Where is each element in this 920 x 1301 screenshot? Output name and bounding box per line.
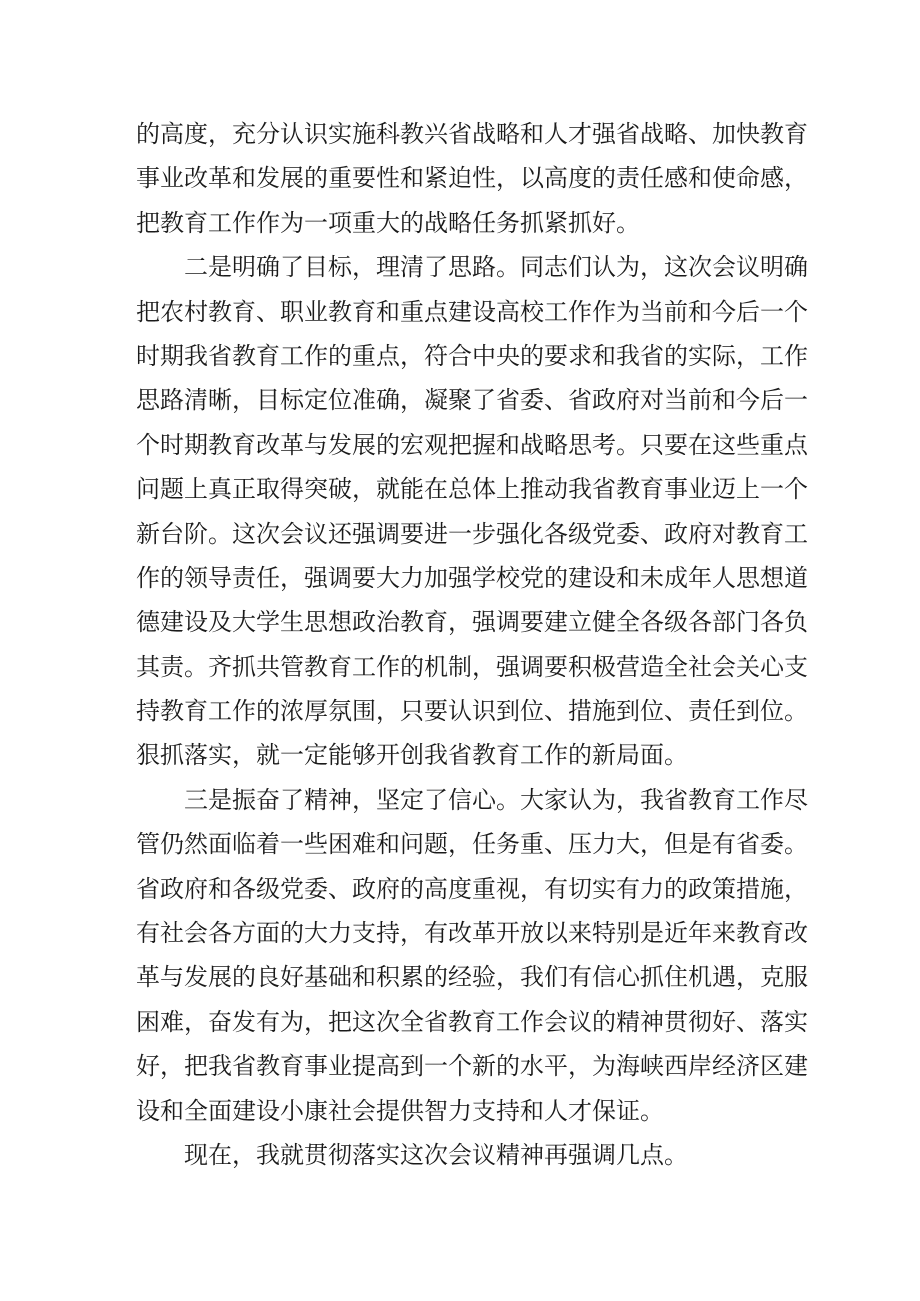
text-line: 三是振奋了精神，坚定了信心。大家认为，我省教育工作尽 xyxy=(184,785,808,814)
text-line: 省政府和各级党委、政府的高度重视，有切实有力的政策措施， xyxy=(136,874,808,903)
text-line: 把农村教育、职业教育和重点建设高校工作作为当前和今后一个 xyxy=(136,297,808,326)
text-line: 时期我省教育工作的重点，符合中央的要求和我省的实际，工作 xyxy=(136,341,808,370)
text-line: 好，把我省教育事业提高到一个新的水平，为海峡西岸经济区建 xyxy=(136,1052,808,1081)
text-line: 问题上真正取得突破，就能在总体上推动我省教育事业迈上一个 xyxy=(136,475,808,504)
text-line: 思路清晰，目标定位准确，凝聚了省委、省政府对当前和今后一 xyxy=(136,386,808,415)
text-line: 新台阶。这次会议还强调要进一步强化各级党委、政府对教育工 xyxy=(136,519,808,548)
text-line: 的高度，充分认识实施科教兴省战略和人才强省战略、加快教育 xyxy=(136,120,808,148)
text-line: 德建设及大学生思想政治教育，强调要建立健全各级各部门各负 xyxy=(136,608,808,637)
text-line: 把教育工作作为一项重大的战略任务抓紧抓好。 xyxy=(136,208,640,237)
paragraph-3 xyxy=(136,778,808,1133)
text-line: 个时期教育改革与发展的宏观把握和战略思考。只要在这些重点 xyxy=(136,430,808,459)
text-line: 有社会各方面的大力支持，有改革开放以来特别是近年来教育改 xyxy=(136,919,808,948)
text-line: 狠抓落实，就一定能够开创我省教育工作的新局面。 xyxy=(136,741,688,770)
text-line: 作的领导责任，强调要大力加强学校党的建设和未成年人思想道 xyxy=(136,563,808,592)
text-line: 其责。齐抓共管教育工作的机制，强调要积极营造全社会关心支 xyxy=(136,652,808,681)
text-line: 设和全面建设小康社会提供智力支持和人才保证。 xyxy=(136,1096,664,1125)
paragraph-4 xyxy=(136,1133,792,1177)
text-line: 困难，奋发有为，把这次全省教育工作会议的精神贯彻好、落实 xyxy=(136,1007,808,1036)
text-line: 事业改革和发展的重要性和紧迫性，以高度的责任感和使命感， xyxy=(136,164,808,193)
text-line: 革与发展的良好基础和积累的经验，我们有信心抓住机遇，克服 xyxy=(136,963,808,992)
document-body xyxy=(136,112,808,1177)
text-line: 现在，我就贯彻落实这次会议精神再强调几点。 xyxy=(184,1140,688,1169)
paragraph-1 xyxy=(136,112,808,245)
text-line: 管仍然面临着一些困难和问题，任务重、压力大，但是有省委。 xyxy=(136,830,808,859)
paragraph-2 xyxy=(136,245,808,778)
text-line: 二是明确了目标，理清了思路。同志们认为，这次会议明确 xyxy=(184,253,808,282)
text-line: 持教育工作的浓厚氛围，只要认识到位、措施到位、责任到位。 xyxy=(136,697,808,726)
